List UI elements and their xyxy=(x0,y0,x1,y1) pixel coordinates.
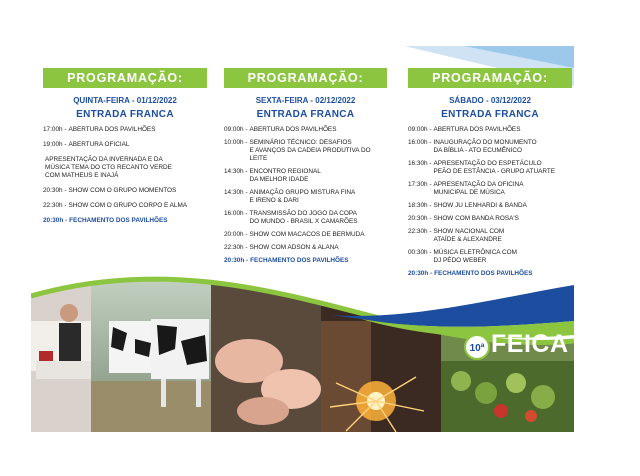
logo-badge-text: 10ª xyxy=(469,343,485,354)
program-heading: PROGRAMAÇÃO: xyxy=(408,68,572,88)
logo-badge-icon xyxy=(463,333,491,361)
item-description: FECHAMENTO DOS PAVILHÕES xyxy=(434,270,533,277)
item-time: 17:00h - xyxy=(43,126,67,133)
item-time: 00:30h - xyxy=(408,249,432,256)
item-description: SHOW JU LENHARDI & BANDA xyxy=(433,202,527,209)
day-label: SÁBADO - 03/12/2022 xyxy=(449,96,531,105)
item-time: 09:00h - xyxy=(408,126,432,133)
item-description: ABERTURA DOS PAVILHÕES xyxy=(249,126,337,133)
schedule-item xyxy=(43,156,207,180)
logo-word: FEICA xyxy=(491,330,569,358)
item-time: 09:00h - xyxy=(224,126,248,133)
item-description: INAUGURAÇÃO DO MONUMENTO DA BÍBLIA - ATO ECUMÊNICO xyxy=(433,139,537,154)
item-time: 22:30h - xyxy=(408,228,432,235)
item-description: SHOW COM BANDA ROSA'S xyxy=(433,215,519,222)
schedule-item xyxy=(408,160,572,176)
item-time: 18:30h - xyxy=(408,202,432,209)
item-time: 20:30h - xyxy=(43,187,67,194)
item-time: 16:00h - xyxy=(408,139,432,146)
day-label: SEXTA-FEIRA - 02/12/2022 xyxy=(255,96,356,105)
day-column-thursday xyxy=(43,68,207,232)
schedule-item xyxy=(224,189,387,205)
day-column-saturday xyxy=(408,68,572,283)
item-description: ABERTURA DOS PAVILHÕES xyxy=(433,126,521,133)
item-description: SEMINÁRIO TÉCNICO: DESAFIOS E AVANÇOS DA CADEIA PRODUTIVA DO LEITE xyxy=(249,139,371,162)
schedule-item xyxy=(224,244,387,252)
item-time: 17:30h - xyxy=(408,181,432,188)
schedule-item xyxy=(408,215,572,223)
schedule-item xyxy=(408,202,572,210)
schedule-item xyxy=(224,231,387,239)
item-description: SHOW COM MACACOS DE BERMUDA xyxy=(249,231,365,238)
program-heading: PROGRAMAÇÃO: xyxy=(43,68,207,88)
schedule-item xyxy=(224,126,387,134)
item-time: 19:00h - xyxy=(43,141,67,148)
item-description: FECHAMENTO DOS PAVILHÕES xyxy=(250,257,349,264)
item-time: 10:00h - xyxy=(224,139,248,146)
item-time: 20:30h - xyxy=(408,215,432,222)
item-description: TRANSMISSÃO DO JOGO DA COPA DO MUNDO - BRASIL X CAMARÕES xyxy=(249,210,358,225)
entry-label: ENTRADA FRANCA xyxy=(76,109,174,120)
entry-label: ENTRADA FRANCA xyxy=(441,109,539,120)
item-description: FECHAMENTO DOS PAVILHÕES xyxy=(69,217,168,224)
item-description: SHOW COM ADSON & ALANA xyxy=(249,244,339,251)
item-time: 22:30h - xyxy=(224,244,248,251)
day-label: QUINTA-FEIRA - 01/12/2022 xyxy=(73,96,177,105)
item-time: 20:00h - xyxy=(224,231,248,238)
item-description: APRESENTAÇÃO DA INVERNADA E DA MÚSICA TEMA DO CTG RECANTO VERDE COM MATHEUS E INAJÁ xyxy=(45,156,172,179)
item-description: MÚSICA ELETRÔNICA COM DJ PÉDO WEBER xyxy=(433,249,517,264)
schedule-item xyxy=(43,187,207,195)
schedule-list xyxy=(408,126,572,278)
item-time: 20:30h - xyxy=(408,270,433,277)
schedule-item xyxy=(224,168,387,184)
item-description: ABERTURA OFICIAL xyxy=(68,141,130,148)
item-time: 16:30h - xyxy=(408,160,432,167)
item-time: 20:30h - xyxy=(43,217,68,224)
schedule-item xyxy=(43,202,207,210)
schedule-item xyxy=(224,210,387,226)
feica-logo xyxy=(463,329,567,365)
item-description: ANIMAÇÃO GRUPO MISTURA FINA E IRENO & DARI xyxy=(249,189,356,204)
schedule-item xyxy=(43,141,207,149)
item-description: ABERTURA DOS PAVILHÕES xyxy=(68,126,156,133)
schedule-item xyxy=(224,139,387,163)
item-time: 16:00h - xyxy=(224,210,248,217)
schedule-item xyxy=(408,181,572,197)
schedule-list xyxy=(224,126,387,265)
closing-item xyxy=(43,217,207,225)
schedule-item xyxy=(408,126,572,134)
schedule-item xyxy=(43,126,207,134)
item-description: APRESENTAÇÃO DA OFICINA MUNICIPAL DE MÚSICA xyxy=(433,181,524,196)
item-description: ENCONTRO REGIONAL DA MELHOR IDADE xyxy=(249,168,321,183)
entry-label: ENTRADA FRANCA xyxy=(256,109,355,120)
item-description: SHOW COM O GRUPO MOMENTOS xyxy=(68,187,177,194)
item-time: 14:30h - xyxy=(224,189,248,196)
program-heading: PROGRAMAÇÃO: xyxy=(224,68,387,88)
schedule-item xyxy=(408,228,572,244)
item-time: 20:30h - xyxy=(224,257,249,264)
item-time: 14:30h - xyxy=(224,168,248,175)
item-description: SHOW COM O GRUPO CORPO E ALMA xyxy=(68,202,188,209)
schedule-item xyxy=(408,139,572,155)
item-description: SHOW NACIONAL COM ATAÍDE & ALEXANDRE xyxy=(433,228,505,243)
item-time: 22:30h - xyxy=(43,202,67,209)
schedule-list xyxy=(43,126,207,225)
item-description: APRESENTAÇÃO DO ESPETÁCULO PEÃO DE ESTÂNCIA - GRUPO ATUARTE xyxy=(433,160,556,175)
day-column-friday xyxy=(224,68,387,270)
event-flyer xyxy=(31,46,574,432)
